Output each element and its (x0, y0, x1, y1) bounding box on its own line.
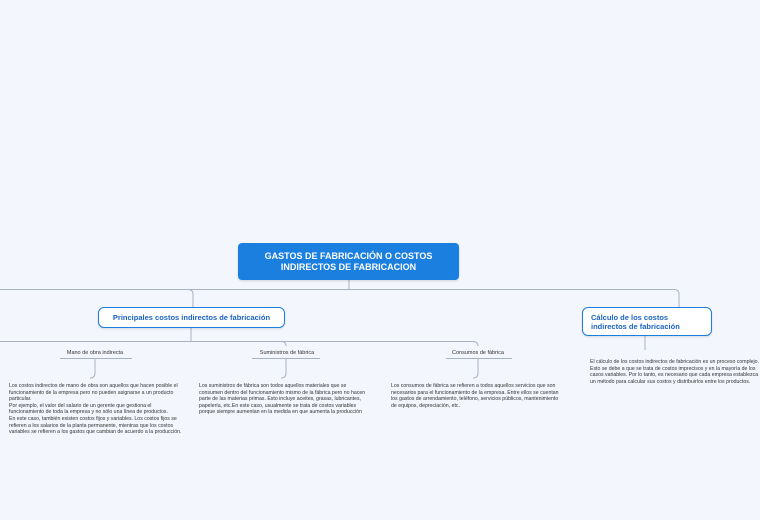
root-topic-title: GASTOS DE FABRICACIÓN O COSTOS INDIRECTOS DE FABRICACION (264, 250, 433, 272)
subtopic-suministros[interactable]: Suministros de fábrica (259, 350, 315, 356)
connector-note-1 (90, 359, 95, 378)
connector-note-3 (473, 359, 478, 378)
connector-child-2-corner (281, 342, 286, 347)
note-suministros: Los suministros de fábrica son todos aquellos materiales que se consumen dentro del funcionamiento mismo de la fábrica pero no hacen parte de las materias primas. Esto incluye aceites, grasas, lubricantes, papelería, etc.En este caso, usualmente se trata de costos variables porque siempre aumentan en la medida en que aumenta la producción (199, 383, 366, 416)
branch-calculo-costos[interactable] (582, 307, 712, 336)
subtopic-consumos[interactable]: Consumos de fábrica (452, 350, 504, 356)
note-calculo-costos (590, 359, 759, 385)
root-topic[interactable] (238, 243, 459, 280)
subtopic-mano-de-obra[interactable]: Mano de obra indirecta (66, 350, 124, 356)
branch-principales-costos[interactable] (98, 307, 285, 328)
note-calculo-costos-text: El cálculo de los costos indirectos de fabricación es un proceso complejo. Esto se debe a que se trata de costos imprecisos y en la mayoría de los casos variables. Por lo tanto, es necesario que cada empresa establezca un método para calcular sus costos y distribuirlos entre los productos. (590, 359, 759, 385)
note-consumos: Los consumos de fábrica se refieren a todos aquellos servicios que son necesarios para el funcionamiento de la empresa. Entre ellos se cuentan los gastos de arrendamiento, teléfono, servicios públicos, mantenimiento de equipos, depreciación, etc. (391, 383, 559, 409)
connector-note-2 (281, 359, 286, 378)
connector-bus-left-corner (188, 290, 193, 295)
connector-child-3-corner (473, 342, 478, 347)
branch-calculo-costos-title: Cálculo de los costos indirectos de fabricación (591, 312, 680, 331)
note-mano-de-obra: Los costos indirectos de mano de obra son aquellos que hacen posible el funcionamiento de la empresa pero no pueden asignarse a un producto particular. Por ejemplo, el valor del salario de un gerente que gestiona el funcionamiento de toda la empresa y no sólo una línea de productos. En este caso, también existen costos fijos y variables. Los costos fijos se refieren a los salarios de la planta permanente, mientras que los costos variables se refieren a los gastos que cambian de acuerdo a la producción. (9, 383, 182, 436)
branch-principales-costos-title: Principales costos indirectos de fabricación (112, 313, 271, 322)
connector-bus-right-corner (674, 290, 679, 295)
